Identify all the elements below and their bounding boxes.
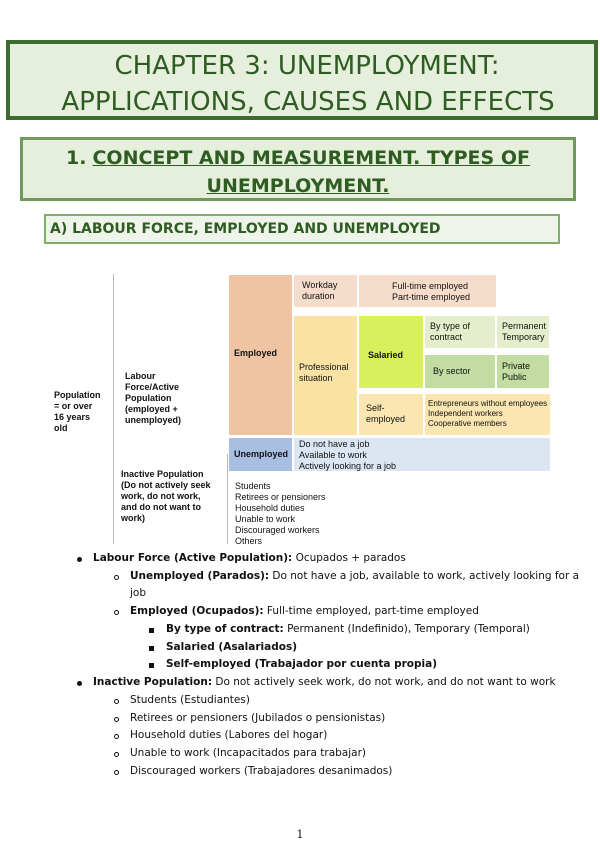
- unemployed-desc-label: Do not have a job Available to work Actively looking for a job: [299, 439, 397, 471]
- section-number: 1.: [66, 147, 87, 169]
- section-title-line1: CONCEPT AND MEASUREMENT. TYPES OF: [92, 147, 530, 169]
- bullet-salaried: Salaried (Asalariados): [166, 639, 297, 657]
- professional-label: Professional situation: [299, 362, 349, 383]
- bullet-circle: [114, 699, 119, 704]
- inactive-item: Discouraged workers (Trabajadores desanimados): [130, 763, 392, 781]
- chapter-title-line2: APPLICATIONS, CAUSES AND EFFECTS: [61, 87, 555, 117]
- self-employed-label: Self- employed: [366, 403, 406, 424]
- fulltime-label: Full-time employed Part-time employed: [392, 281, 471, 302]
- bullet-circle: [114, 610, 119, 615]
- chapter-title-box: [6, 40, 598, 120]
- salaried-label: Salaried: [368, 350, 404, 360]
- bullet-circle: [114, 717, 119, 722]
- section-title-line2: UNEMPLOYMENT.: [206, 175, 390, 197]
- inactive-item: Unable to work (Incapacitados para trabajar): [130, 745, 366, 763]
- bullet-circle: [114, 752, 119, 757]
- labour-force-diagram: [50, 268, 560, 546]
- section-title-box: [20, 137, 576, 201]
- inactive-population-label: Inactive Population (Do not actively seek work, do not work, and do not want to work): [121, 469, 211, 523]
- population-label: Population = or over 16 years old: [54, 390, 101, 433]
- entrepreneurs-label: Entrepreneurs without employees Independent workers Cooperative members: [428, 399, 548, 428]
- bullet-circle: [114, 770, 119, 775]
- bullet-unemployed: Unemployed (Parados): Do not have a job, available to work, actively looking for a: [130, 568, 579, 586]
- bullet-dot: [77, 557, 82, 562]
- bullet-labour-force: Labour Force (Active Population): Ocupados + parados: [93, 550, 406, 568]
- inactive-item: Students (Estudiantes): [130, 692, 250, 710]
- page-number: 1: [296, 828, 304, 841]
- labour-force-label: Labour Force/Active Population (employed + unemployed): [125, 371, 182, 425]
- by-type-label: By type of contract: [430, 321, 471, 342]
- bullet-circle: [114, 734, 119, 739]
- employed-label: Employed: [234, 348, 278, 358]
- bullet-square: [149, 646, 154, 651]
- inactive-item: Retirees or pensioners (Jubilados o pensionistas): [130, 710, 385, 728]
- inactive-list: Students Retirees or pensioners Household duties Unable to work Discouraged workers Others: [235, 481, 326, 546]
- bullet-square: [149, 663, 154, 668]
- bullet-unemployed-cont: job: [130, 587, 147, 599]
- inactive-item: Household duties (Labores del hogar): [130, 727, 327, 745]
- divider-line-population: [113, 274, 114, 544]
- bullet-inactive: Inactive Population: Do not actively seek work, do not work, and do not want to work: [93, 674, 556, 692]
- bullet-circle: [114, 575, 119, 580]
- private-label: Private Public: [502, 361, 531, 382]
- bullet-square: [149, 628, 154, 633]
- bullet-employed: Employed (Ocupados): Full-time employed, part-time employed: [130, 603, 479, 621]
- unemployed-label: Unemployed: [234, 449, 289, 459]
- bullet-self-employed: Self-employed (Trabajador por cuenta propia): [166, 656, 437, 674]
- divider-line-inactive: [227, 454, 228, 544]
- permanent-label: Permanent Temporary: [502, 321, 547, 342]
- subsection-title: A) LABOUR FORCE, EMPLOYED AND UNEMPLOYED: [44, 214, 560, 244]
- by-sector-label: By sector: [433, 366, 471, 376]
- workday-label: Workday duration: [302, 280, 338, 301]
- bullet-by-type: By type of contract: Permanent (Indefinido), Temporary (Temporal): [166, 621, 530, 639]
- bullet-dot: [77, 681, 82, 686]
- chapter-title-line1: CHAPTER 3: UNEMPLOYMENT:: [114, 51, 500, 81]
